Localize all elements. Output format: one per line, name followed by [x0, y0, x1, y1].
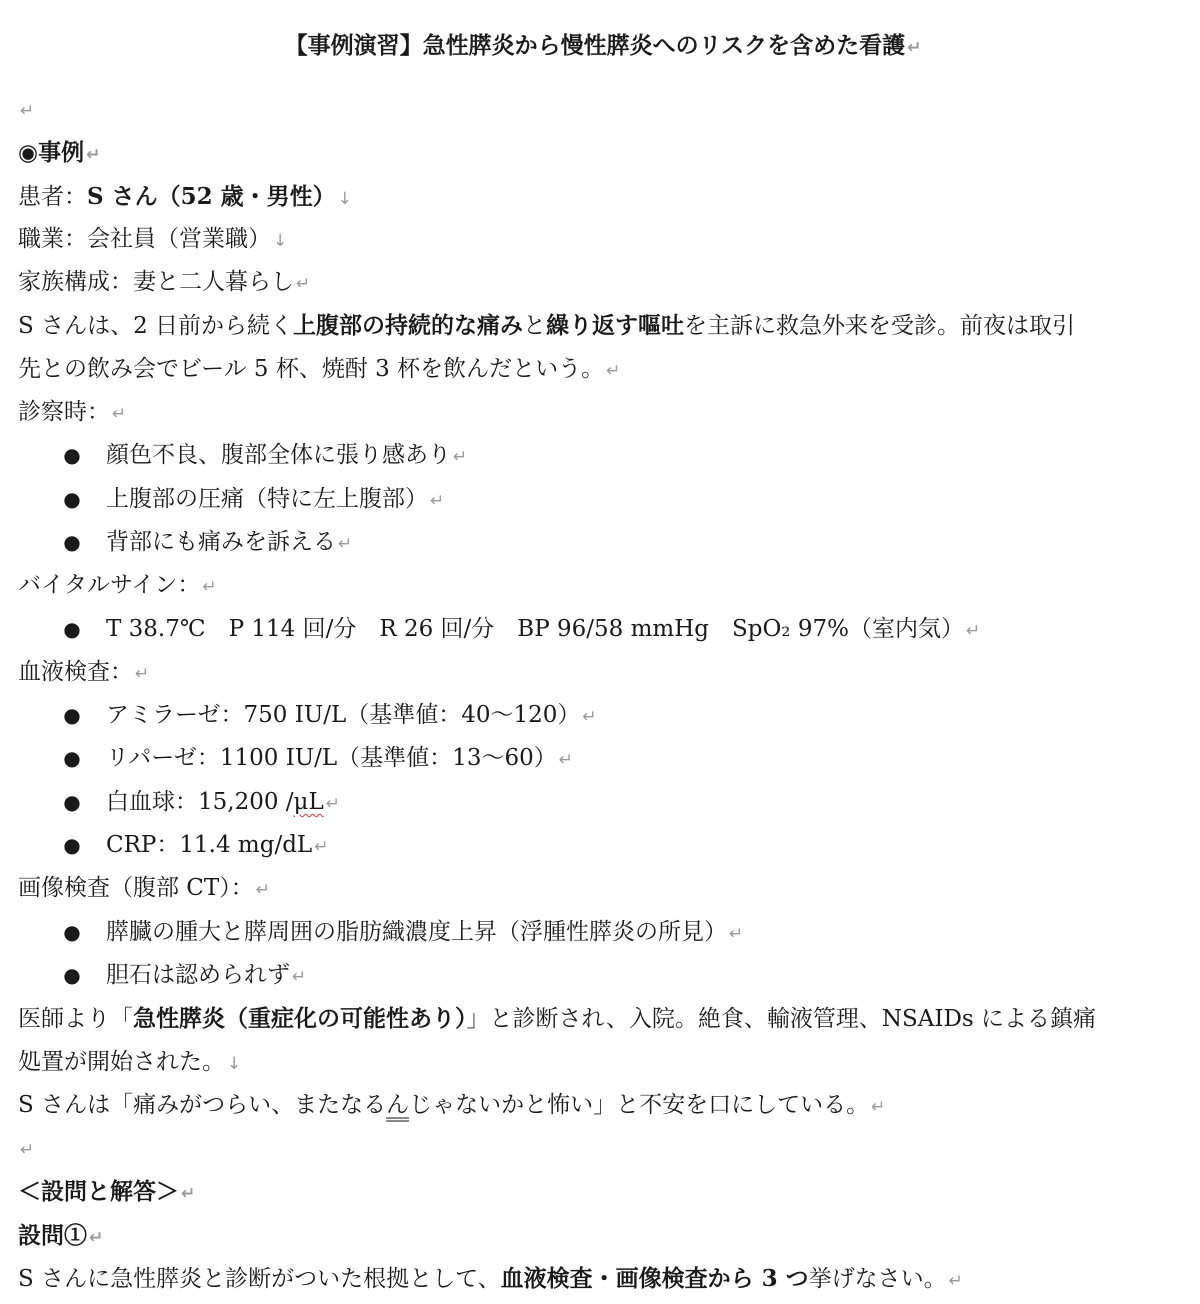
paragraph-mark-icon: ↵ [112, 404, 127, 425]
blank-line [18, 1127, 1188, 1170]
paragraph-mark-icon: ↵ [314, 837, 329, 858]
diagnosis-text-c: 」と診断され、入院。絶食、輸液管理、NSAIDs による鎮痛 [466, 1006, 1097, 1033]
case-heading-text: ◉事例 [18, 139, 85, 167]
list-item [18, 608, 1188, 651]
bullet-icon: ● [63, 703, 81, 728]
list-item [18, 954, 1188, 997]
paragraph-mark-icon: ↵ [582, 707, 597, 728]
exam-heading-text: 診察時： [18, 399, 110, 426]
list-item [18, 781, 1188, 824]
exam-item-1: 顔色不良、腹部全体に張り感あり [106, 442, 451, 469]
diagnosis-text-a: 医師より「 [18, 1006, 133, 1033]
line-break-mark-icon: ↓ [337, 188, 352, 209]
occupation-text: 職業：会社員（営業職） [18, 225, 271, 252]
question-1-text-c: 挙げなさい。 [808, 1266, 947, 1293]
paragraph-mark-icon: ↵ [181, 1184, 196, 1205]
paragraph-mark-icon: ↵ [20, 1140, 35, 1161]
story-line-2 [18, 348, 1188, 391]
wbc-unit: μL [293, 788, 324, 815]
diagnosis-line-1 [18, 997, 1188, 1040]
bullet-icon: ● [63, 616, 81, 641]
blood-heading-text: 血液検査： [18, 658, 133, 685]
diagnosis-text-2: 処置が開始された。 [18, 1048, 225, 1075]
paragraph-mark-icon: ↵ [338, 533, 353, 554]
story-text-e: を主訴に救急外来を受診。前夜は取引 [684, 313, 1076, 340]
paragraph-mark-icon: ↵ [135, 663, 150, 684]
list-item [18, 521, 1188, 564]
paragraph-mark-icon: ↵ [89, 1227, 104, 1248]
paragraph-mark-icon: ↵ [325, 793, 341, 814]
bullet-icon: ● [63, 919, 81, 944]
bullet-icon: ● [63, 746, 81, 771]
paragraph-mark-icon: ↵ [965, 620, 981, 641]
imaging-heading [18, 867, 1188, 910]
exam-heading [18, 391, 1188, 434]
vitals-values: T 38.7℃ P 114 回/分 R 26 回/分 BP 96/58 mmHg SpO₂ 97%（室内気） [106, 615, 964, 642]
patient-value: S さん（52 歳・男性） [87, 182, 336, 210]
family-line [18, 261, 1188, 304]
list-item [18, 478, 1188, 521]
story-symptom-1: 上腹部の持続的な痛み [293, 312, 524, 340]
question-1-heading [18, 1214, 1188, 1257]
paragraph-mark-icon: ↵ [255, 880, 270, 901]
anxiety-text-b: ん [386, 1091, 410, 1118]
exam-item-3: 背部にも痛みを訴える [106, 528, 336, 555]
title-text: 【事例演習】急性膵炎から慢性膵炎へのリスクを含めた看護 [284, 32, 906, 59]
questions-heading-text: ＜設問と解答＞ [18, 1178, 179, 1206]
list-item [18, 911, 1188, 954]
anxiety-text-c: じゃないかと怖い」と不安を口にしている。 [409, 1091, 870, 1118]
question-1-text-a: S さんに急性膵炎と診断がついた根拠として、 [18, 1266, 501, 1293]
bullet-icon: ● [63, 443, 81, 468]
question-1-text-b: 血液検査・画像検査から 3 つ [500, 1265, 809, 1293]
paragraph-mark-icon: ↵ [453, 447, 468, 468]
document-title [18, 0, 1188, 70]
paragraph-mark-icon: ↵ [907, 38, 922, 58]
diagnosis-name: 急性膵炎（重症化の可能性あり） [133, 1005, 467, 1033]
wbc-prefix: 白血球：15,200 / [106, 788, 294, 815]
anxiety-text-a: S さんは「痛みがつらい、またなる [18, 1091, 387, 1118]
list-item [18, 434, 1188, 477]
question-1-text [18, 1257, 1188, 1300]
bullet-icon: ● [63, 486, 81, 511]
bullet-icon: ● [63, 789, 81, 814]
blood-item-crp: CRP：11.4 mg/dL [106, 832, 313, 859]
list-item [18, 824, 1188, 867]
patient-label: 患者： [18, 183, 87, 210]
paragraph-mark-icon: ↵ [729, 923, 744, 944]
paragraph-mark-icon: ↵ [871, 1096, 886, 1117]
paragraph-mark-icon: ↵ [606, 360, 621, 381]
paragraph-mark-icon: ↵ [430, 490, 445, 511]
question-1-heading-text: 設問① [18, 1221, 87, 1249]
case-heading [18, 131, 1188, 174]
paragraph-mark-icon: ↵ [296, 274, 311, 295]
paragraph-mark-icon: ↵ [292, 966, 307, 987]
imaging-item-1: 膵臓の腫大と膵周囲の脂肪織濃度上昇（浮腫性膵炎の所見） [106, 918, 727, 945]
paragraph-mark-icon: ↵ [558, 750, 573, 771]
patient-line [18, 175, 1188, 218]
vitals-heading [18, 564, 1188, 607]
paragraph-mark-icon: ↵ [948, 1271, 963, 1292]
bullet-icon: ● [63, 962, 81, 987]
story-line-1 [18, 304, 1188, 347]
story-symptom-2: 繰り返す嘔吐 [546, 312, 685, 340]
line-break-mark-icon: ↓ [227, 1053, 242, 1074]
story-text-2: 先との飲み会でビール 5 杯、焼酎 3 杯を飲んだという。 [18, 355, 605, 382]
imaging-item-2: 胆石は認められず [106, 961, 290, 988]
bullet-icon: ● [63, 833, 81, 858]
paragraph-mark-icon: ↵ [202, 577, 217, 598]
list-item [18, 694, 1188, 737]
line-break-mark-icon: ↓ [273, 230, 288, 251]
questions-heading [18, 1170, 1188, 1213]
diagnosis-line-2 [18, 1041, 1188, 1084]
occupation-line [18, 218, 1188, 261]
bullet-icon: ● [63, 529, 81, 554]
vitals-heading-text: バイタルサイン： [18, 572, 201, 599]
blood-item-wbc [106, 789, 324, 815]
story-text-c: と [523, 313, 547, 340]
list-item [18, 737, 1188, 780]
blood-heading [18, 651, 1188, 694]
document-page [18, 0, 1188, 1300]
blood-item-amylase: アミラーゼ：750 IU/L（基準値：40〜120） [106, 702, 581, 729]
anxiety-line [18, 1084, 1188, 1127]
paragraph-mark-icon: ↵ [20, 101, 35, 121]
blood-item-lipase: リパーゼ：1100 IU/L（基準値：13〜60） [106, 745, 557, 772]
family-text: 家族構成：妻と二人暮らし [18, 269, 294, 296]
paragraph-mark-icon: ↵ [86, 145, 101, 166]
blank-line [18, 88, 1188, 131]
imaging-heading-text: 画像検査（腹部 CT）： [18, 875, 254, 902]
story-text-a: S さんは、2 日前から続く [18, 313, 294, 340]
exam-item-2: 上腹部の圧痛（特に左上腹部） [106, 485, 428, 512]
